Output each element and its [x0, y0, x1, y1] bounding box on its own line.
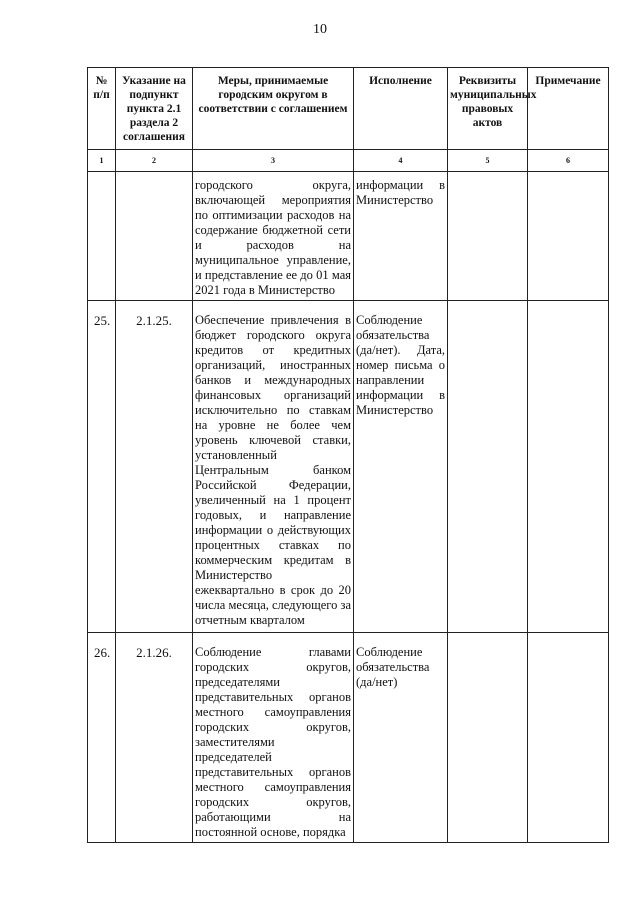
header-num: № п/п — [88, 68, 116, 150]
header-legal-acts: Реквизиты муниципальных правовых актов — [448, 68, 528, 150]
row-acts — [448, 633, 528, 843]
row-ref — [116, 172, 193, 301]
column-number: 6 — [528, 150, 609, 172]
page-number: 10 — [313, 22, 327, 37]
row-execution: информации в Министерство — [354, 172, 448, 301]
column-number-row — [88, 150, 609, 172]
header-agreement-ref: Указание на подпункт пункта 2.1 раздела 2 соглашения — [116, 68, 193, 150]
row-note — [528, 172, 609, 301]
header-execution: Исполнение — [354, 68, 448, 150]
column-number: 1 — [88, 150, 116, 172]
table-row — [88, 301, 609, 633]
row-execution: Соблюдение обязательства (да/нет) — [354, 633, 448, 843]
row-num — [88, 172, 116, 301]
table-row — [88, 172, 609, 301]
row-note — [528, 301, 609, 633]
row-measure: городского округа, включающей мероприятия по оптимизации расходов на содержание бюджетной сети и расходов на муниципальное управление, и представление ее до 01 мая 2021 года в Министерство — [193, 172, 354, 301]
header-note: Примечание — [528, 68, 609, 150]
row-num: 26. — [88, 633, 116, 843]
table-row — [88, 633, 609, 843]
row-note — [528, 633, 609, 843]
row-acts — [448, 301, 528, 633]
row-acts — [448, 172, 528, 301]
row-ref: 2.1.26. — [116, 633, 193, 843]
header-row — [88, 68, 609, 150]
row-measure: Обеспечение привлечения в бюджет городского округа кредитов от кредитных организаций, иностранных банков и международных финансовых организаций исключительно по ставкам на уровне не более чем уровень ключевой ставки, установленный Центральным банком Российской Федерации, увеличенный на 1 процент годовых, и направление информации о действующих процентных ставках по коммерческим кредитам в Министерство ежеквартально в срок до 20 числа месяца, следующего за отчетным кварталом — [193, 301, 354, 633]
column-number: 5 — [448, 150, 528, 172]
row-execution: Соблюдение обязательства (да/нет). Дата, номер письма о направлении информации в Министерство — [354, 301, 448, 633]
column-number: 3 — [193, 150, 354, 172]
row-num: 25. — [88, 301, 116, 633]
row-measure: Соблюдение главами городских округов, председателями представительных органов местного самоуправления городских округов, заместителями председателей представительных органов местного самоуправления городских округов, работающими на постоянной основе, порядка — [193, 633, 354, 843]
measures-table — [87, 67, 609, 843]
column-number: 2 — [116, 150, 193, 172]
column-number: 4 — [354, 150, 448, 172]
header-measures: Меры, принимаемые городским округом в соответствии с соглашением — [193, 68, 354, 150]
row-ref: 2.1.25. — [116, 301, 193, 633]
